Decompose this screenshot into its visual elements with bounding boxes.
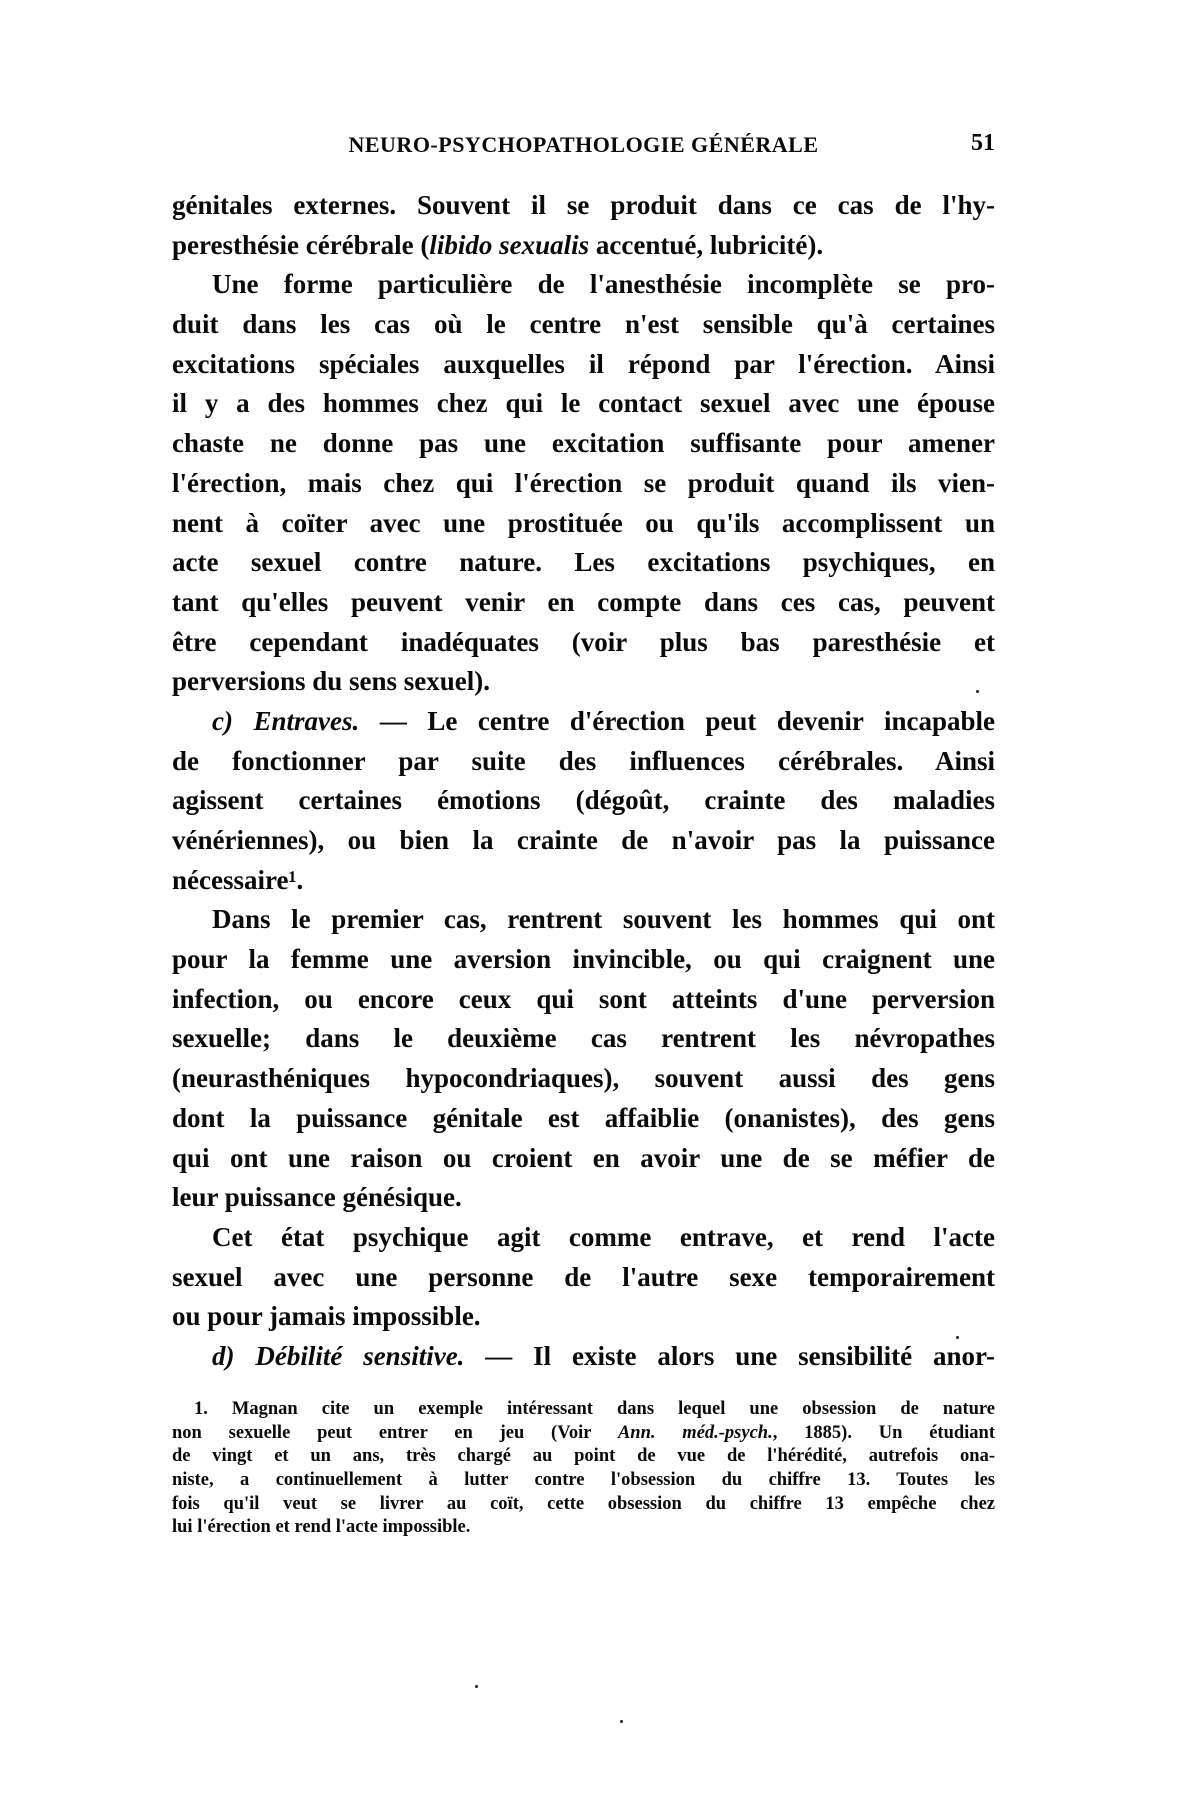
text-segment: tant qu'elles peuvent venir en compte dans ces cas, peuvent [172,586,995,617]
text-line [172,821,995,861]
text-line [172,1019,995,1059]
text-line [172,940,995,980]
text-segment: agissent certaines émotions (dégoût, crainte des maladies [172,785,995,816]
footnote-line [172,1469,995,1493]
text-segment: peresthésie cérébrale ( [172,229,430,260]
text-line [172,1297,995,1337]
text-segment: vénériennes), ou bien la crainte de n'avoir pas la puissance [172,825,995,855]
text-segment: Une forme particulière de l'anesthésie incomplète se pro- [212,269,995,300]
text-line [172,980,995,1020]
text-segment: ou pour jamais impossible. [172,1301,481,1332]
text-line [172,662,995,702]
text-segment: dont la puissance génitale est affaiblie (onanistes), des gens [172,1102,995,1133]
text-line [172,384,995,424]
scan-speck [475,1685,478,1688]
text-segment: pour la femme une aversion invincible, ou qui craignent une [172,944,995,975]
text-segment: de fonctionner par suite des influences cérébrales. Ainsi [172,745,995,776]
text-line [172,583,995,623]
text-line [172,1178,995,1218]
text-segment: non sexuelle peut entrer en jeu (Voir [172,1422,618,1443]
italic-text: libido sexualis [429,229,590,260]
body-text [172,186,995,1377]
text-segment: leur puissance génésique. [172,1182,462,1213]
footnote-line [172,1445,995,1469]
scan-speck [620,1720,623,1723]
italic-text: Ann. méd.-psych. [617,1422,773,1443]
text-segment: perversions du sens sexuel). [172,666,491,697]
text-segment: qui ont une raison ou croient en avoir une de se méfier de [172,1142,995,1173]
text-line [172,861,995,901]
footnote-line [172,1493,995,1517]
text-line [172,623,995,663]
text-segment: (neurasthéniques hypocondriaques), souvent aussi des gens [172,1063,995,1094]
text-line [172,305,995,345]
text-line [172,1258,995,1298]
page-number: 51 [971,130,995,156]
text-line [172,464,995,504]
text-line [172,1218,995,1258]
italic-text: Débilité sensitive. [255,1340,465,1371]
text-segment: acte sexuel contre nature. Les excitations psychiques, en [172,547,995,578]
footnote-line [172,1422,995,1446]
italic-text: Entraves. [253,705,360,736]
text-segment: infection, ou encore ceux qui sont atteints d'une perversion [172,983,995,1014]
text-segment: lui l'érection et rend l'acte impossible. [172,1517,471,1538]
text-line [172,265,995,305]
text-line [172,1337,995,1377]
text-segment: sexuel avec une personne de l'autre sexe temporairement [172,1261,995,1292]
running-title: NEURO-PSYCHOPATHOLOGIE GÉNÉRALE [348,132,819,157]
text-segment: niste, a continuellement à lutter contre l'obsession du chiffre 13. Toutes les [172,1470,995,1491]
text-line [172,1139,995,1179]
text-segment: nécessaire¹. [172,864,304,895]
italic-text: c) [212,705,254,736]
text-segment: — Il existe alors une sensibilité anor- [464,1340,995,1371]
text-line [172,226,995,266]
running-header [172,128,995,164]
text-segment: Cet état psychique agit comme entrave, et rend l'acte [212,1221,995,1252]
text-segment: accentué, lubricité). [589,229,824,260]
footnote-line [172,1398,995,1422]
text-line [172,186,995,226]
text-segment: 1. Magnan cite un exemple intéressant dans lequel une obsession de nature [194,1399,995,1419]
text-segment: nent à coïter avec une prostituée ou qu'ils accomplissent un [172,507,995,538]
text-segment: , 1885). Un étudiant [772,1422,995,1443]
text-segment: chaste ne donne pas une excitation suffisante pour amener [172,428,995,459]
text-segment: duit dans les cas où le centre n'est sensible qu'à certaines [172,309,995,340]
text-line [172,702,995,742]
text-segment: Dans le premier cas, rentrent souvent les hommes qui ont [212,904,995,935]
text-line [172,781,995,821]
text-line [172,1059,995,1099]
text-segment: de vingt et un ans, très chargé au point de vue de l'hérédité, autrefois ona- [172,1446,995,1467]
text-line [172,504,995,544]
text-segment: être cependant inadéquates (voir plus bas paresthésie et [172,626,995,657]
text-line [172,742,995,782]
text-segment: l'érection, mais chez qui l'érection se produit quand ils vien- [172,467,995,498]
text-segment: fois qu'il veut se livrer au coït, cette obsession du chiffre 13 empêche chez [172,1493,995,1514]
footnote-line [172,1516,995,1540]
text-segment: sexuelle; dans le deuxième cas rentrent les névropathes [172,1023,995,1054]
text-segment: — Le centre d'érection peut devenir incapable [359,705,995,736]
text-line [172,345,995,385]
italic-text: d) [212,1340,256,1371]
scan-speck [976,690,979,693]
scan-speck [956,1336,959,1339]
text-segment: excitations spéciales auxquelles il répond par l'érection. Ainsi [172,348,995,379]
text-segment: génitales externes. Souvent il se produit dans ce cas de l'hy- [172,190,995,220]
text-line [172,424,995,464]
text-segment: il y a des hommes chez qui le contact sexuel avec une épouse [172,388,995,419]
text-line [172,900,995,940]
text-line [172,1099,995,1139]
text-line [172,543,995,583]
footnote [172,1398,995,1540]
